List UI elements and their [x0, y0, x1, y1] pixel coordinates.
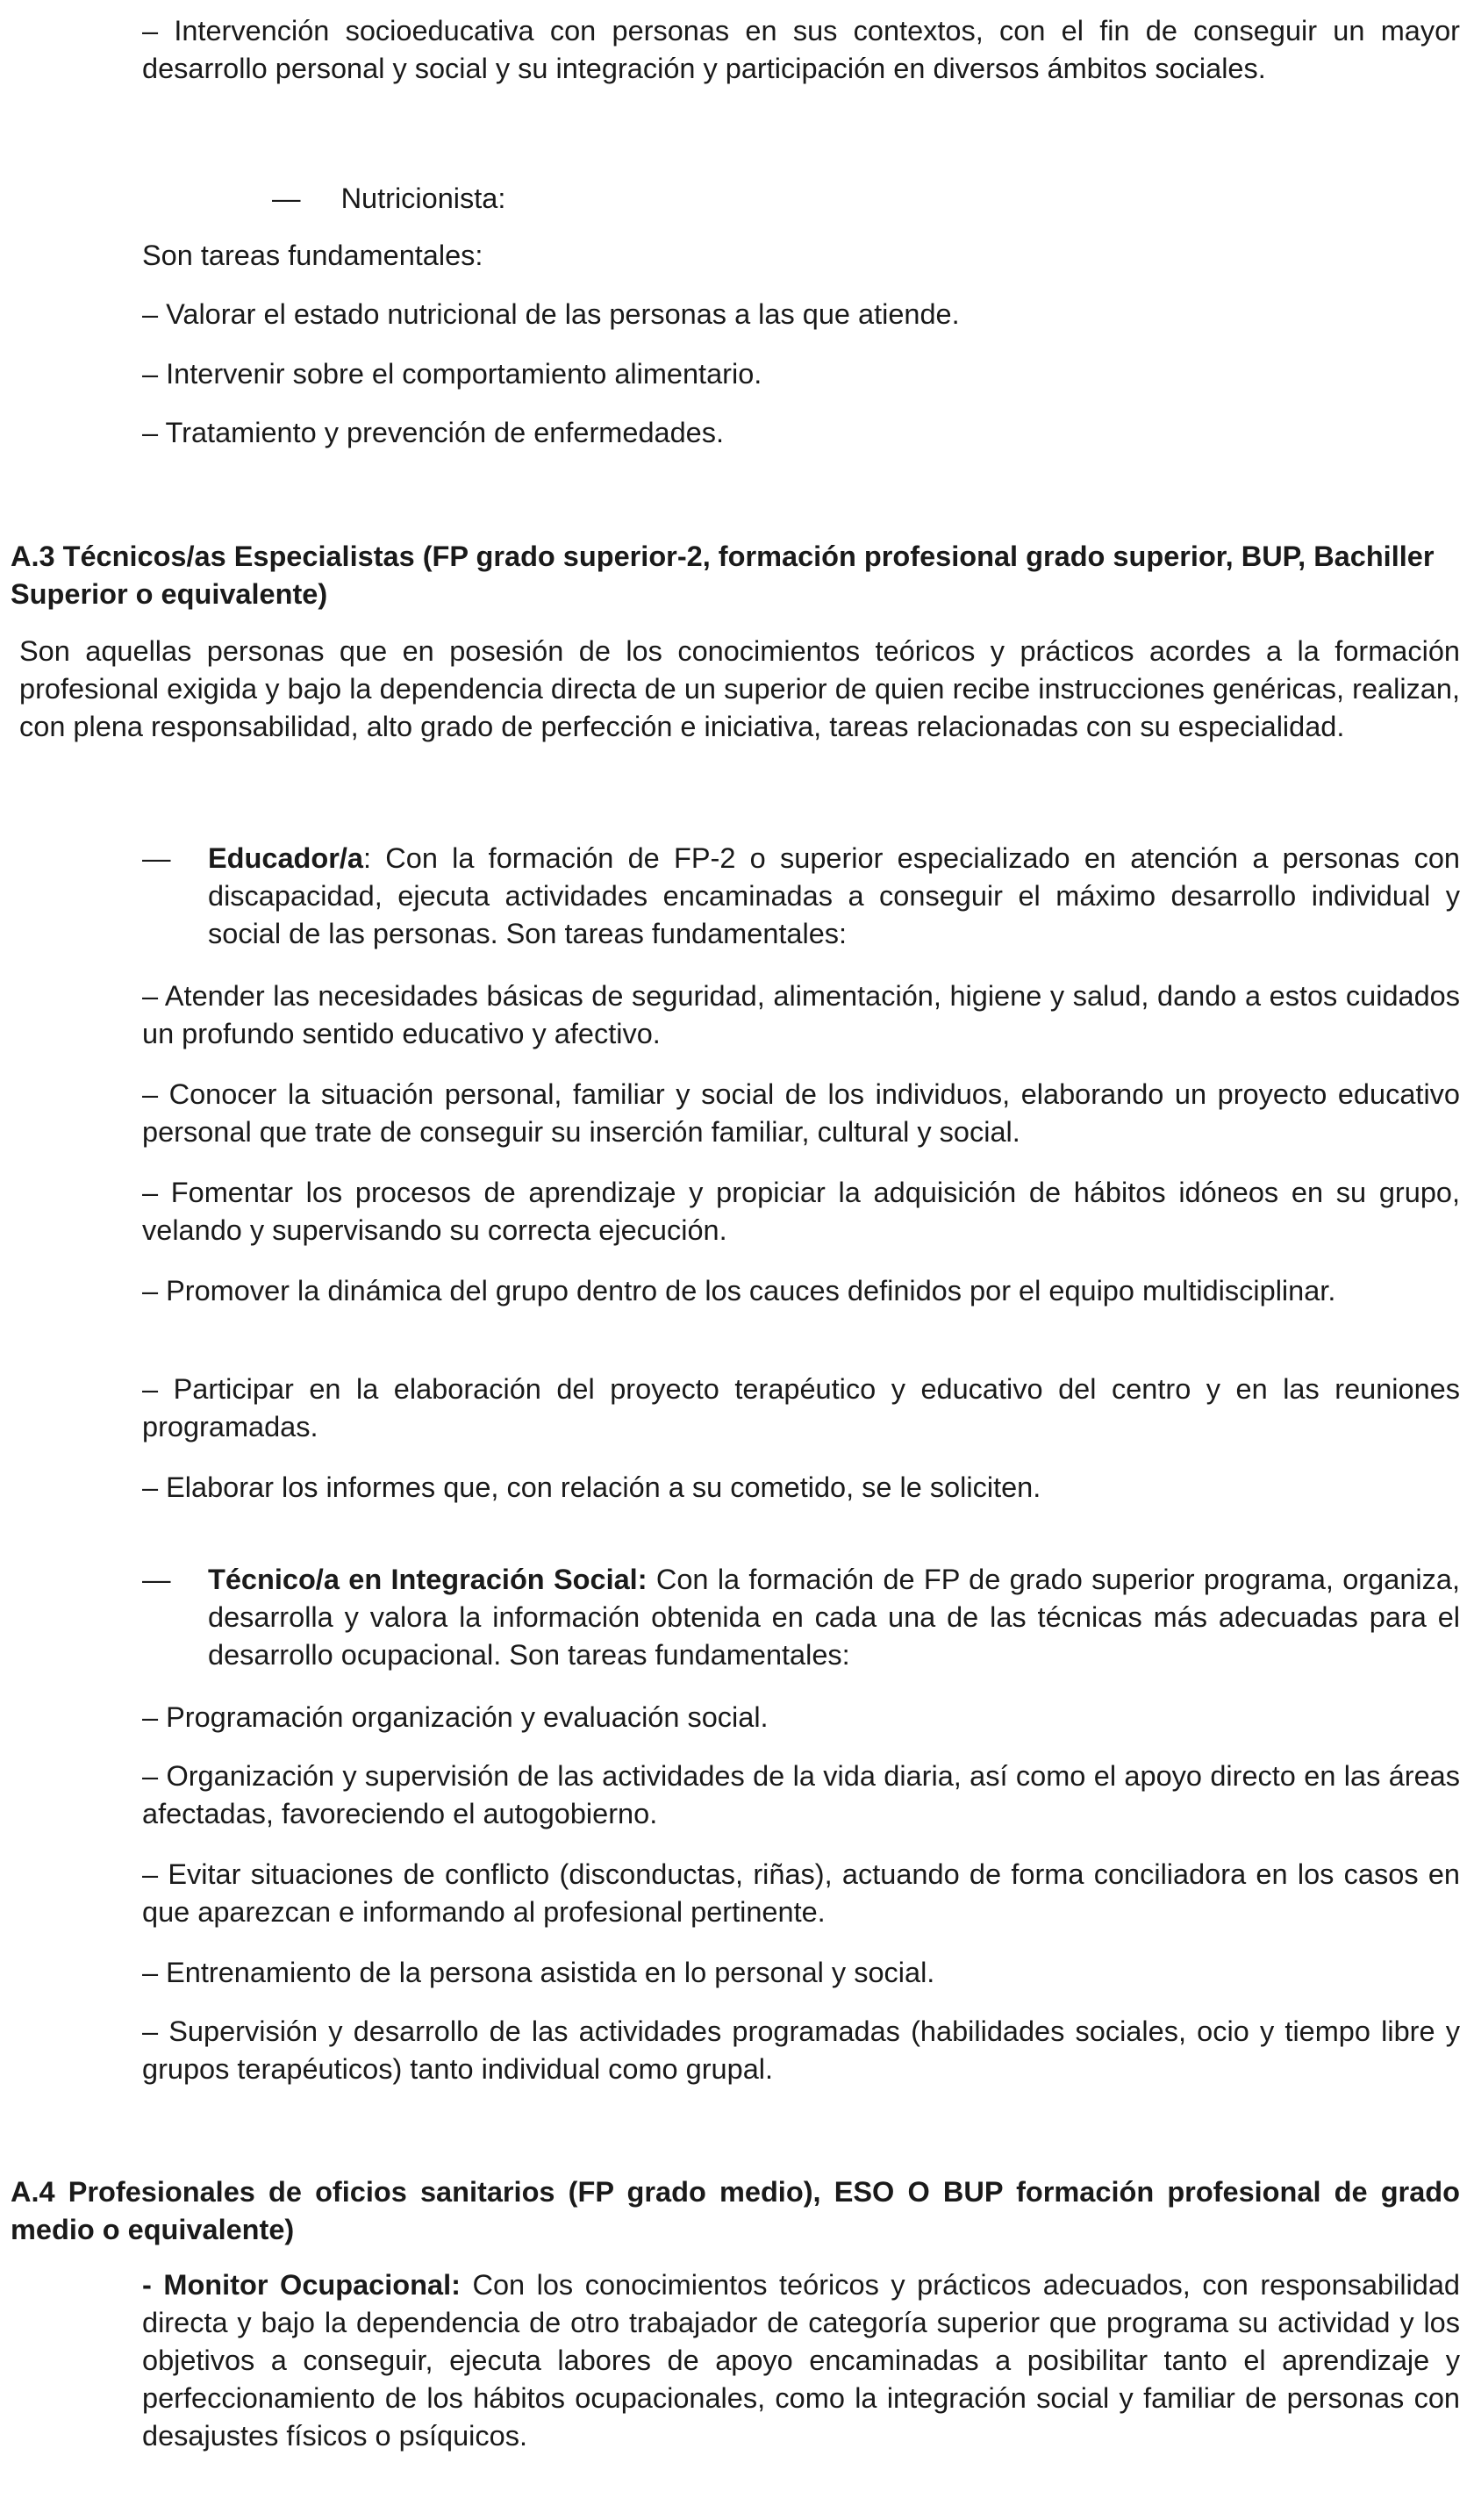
- educador-task: – Fomentar los procesos de aprendizaje y propiciar la adquisición de hábitos idóneos en su grupo, velando y supervisando su correcta ejecución.: [142, 1177, 1460, 1246]
- nutricionista-task: – Tratamiento y prevención de enfermedades.: [142, 417, 725, 448]
- integracion-task: – Supervisión y desarrollo de las actividades programadas (habilidades sociales, ocio y tiempo libre y grupos terapéuticos) tanto individual como grupal.: [142, 2015, 1460, 2085]
- integracion-task: – Programación organización y evaluación social.: [142, 1701, 769, 1733]
- section-a3-intro: Son aquellas personas que en posesión de los conocimientos teóricos y prácticos acordes a la formación profesional exigida y bajo la dependencia directa de un superior de quien recibe instrucciones genéricas, realizan, con plena responsabilidad, alto grado de perfección e iniciativa, tareas relacionadas con su especialidad.: [19, 635, 1460, 742]
- top-bullet: – Intervención socioeducativa con personas en sus contextos, con el fin de conseguir un mayor desarrollo personal y social y su integración y participación en diversos ámbitos sociales.: [142, 15, 1460, 84]
- monitor-entry: [142, 2266, 1460, 2455]
- nutricionista-heading: [272, 180, 1413, 218]
- integracion-description: Con la formación de FP de grado superior programa, organiza, desarrolla y valora la información obtenida en cada una de las técnicas más adecuadas para el desarrollo ocupacional. Son tareas fundamentales:: [208, 1564, 1460, 1671]
- educador-task: – Elaborar los informes que, con relación a su cometido, se le soliciten.: [142, 1471, 1041, 1503]
- integracion-task: – Entrenamiento de la persona asistida en lo personal y social.: [142, 1957, 935, 1988]
- monitor-description: Con los conocimientos teóricos y prácticos adecuados, con responsabilidad directa y bajo la dependencia de otro trabajador de categoría superior que programa su actividad y los objetivos a conseguir, ejecuta labores de apoyo encaminadas a posibilitar tanto el aprendizaje y perfeccionamiento de los hábitos ocupacionales, como la integración social y familiar de personas con desajustes físicos o psíquicos.: [142, 2269, 1460, 2452]
- educador-dash: —: [142, 842, 171, 874]
- nutricionista-task: – Intervenir sobre el comportamiento alimentario.: [142, 358, 762, 390]
- integracion-title: Técnico/a en Integración Social:: [208, 1564, 648, 1595]
- educador-title: Educador/a: [208, 842, 363, 874]
- educador-task: – Conocer la situación personal, familiar y social de los individuos, elaborando un proyecto educativo personal que trate de conseguir su inserción familiar, cultural y social.: [142, 1078, 1460, 1148]
- educador-task: – Participar en la elaboración del proyecto terapéutico y educativo del centro y en las reuniones programadas.: [142, 1373, 1460, 1443]
- nutricionista-intro: Son tareas fundamentales:: [142, 240, 483, 271]
- educador-task: – Promover la dinámica del grupo dentro de los cauces definidos por el equipo multidisciplinar.: [142, 1275, 1336, 1307]
- monitor-title: - Monitor Ocupacional:: [142, 2269, 461, 2301]
- educador-entry: [142, 840, 1460, 954]
- integracion-entry: [142, 1561, 1460, 1675]
- section-a4-heading: A.4 Profesionales de oficios sanitarios (FP grado medio), ESO O BUP formación profesional de grado medio o equivalente): [11, 2176, 1460, 2245]
- integracion-body: [208, 1561, 1460, 1674]
- integracion-task: – Organización y supervisión de las actividades de la vida diaria, así como el apoyo directo en las áreas afectadas, favoreciendo el autogobierno.: [142, 1760, 1460, 1829]
- nutricionista-dash: —: [272, 183, 301, 214]
- integracion-dash: —: [142, 1564, 171, 1595]
- integracion-task: – Evitar situaciones de conflicto (disconductas, riñas), actuando de forma conciliadora en los casos en que aparezcan e informando al profesional pertinente.: [142, 1858, 1460, 1928]
- nutricionista-title: Nutricionista:: [340, 183, 506, 214]
- nutricionista-task: – Valorar el estado nutricional de las personas a las que atiende.: [142, 298, 960, 330]
- educador-body: [208, 840, 1460, 953]
- section-a3-heading: A.3 Técnicos/as Especialistas (FP grado superior-2, formación profesional grado superior, BUP, Bachiller Superior o equivalente): [11, 541, 1435, 610]
- educador-task: – Atender las necesidades básicas de seguridad, alimentación, higiene y salud, dando a estos cuidados un profundo sentido educativo y afectivo.: [142, 980, 1460, 1049]
- educador-description: : Con la formación de FP-2 o superior especializado en atención a personas con discapacidad, ejecuta actividades encaminadas a conseguir el máximo desarrollo individual y social de las personas. Son tareas fundamentales:: [208, 842, 1460, 949]
